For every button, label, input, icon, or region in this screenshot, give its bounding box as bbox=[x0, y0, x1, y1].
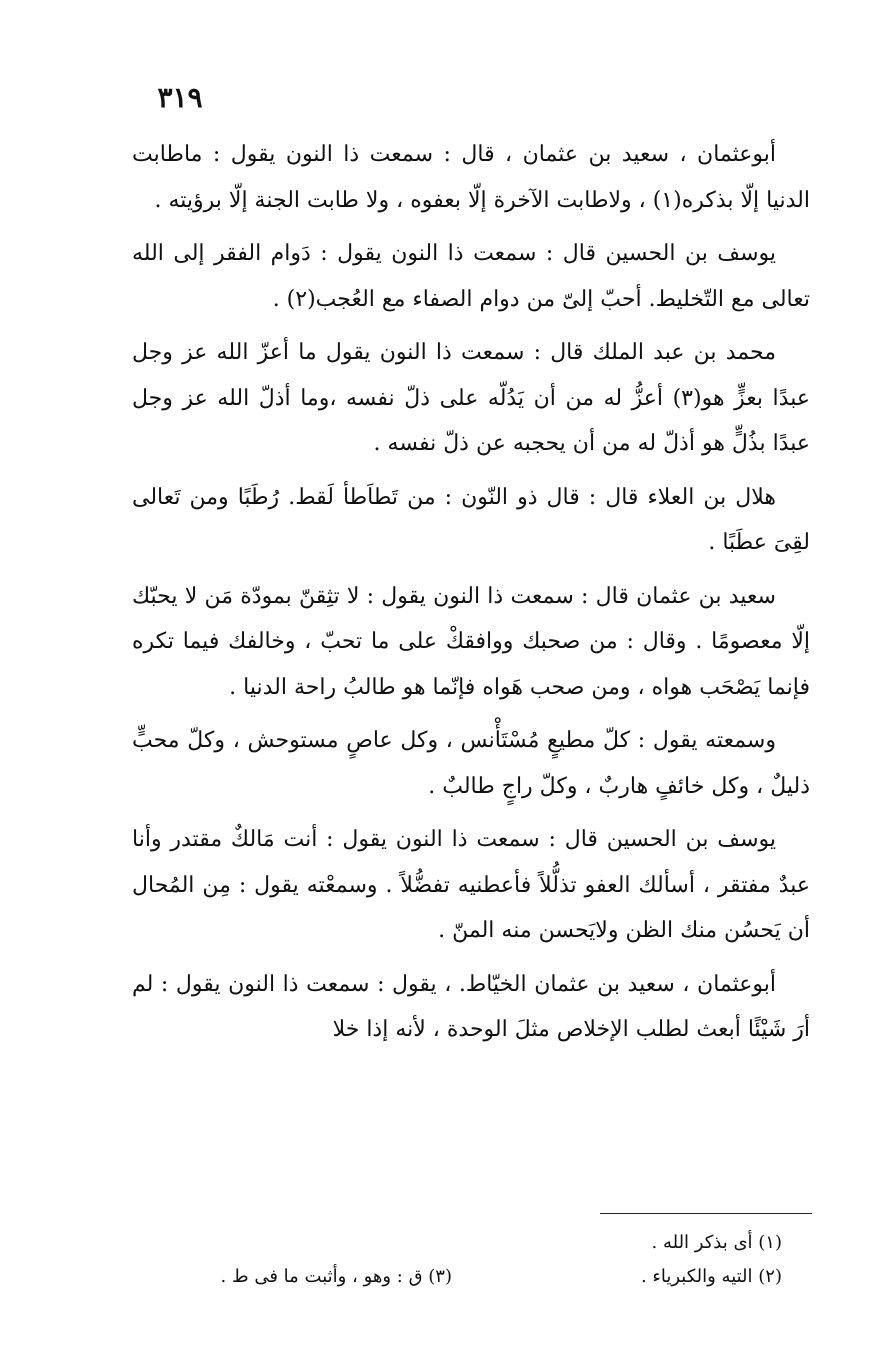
paragraph: يوسف بن الحسين قال : سمعت ذا النون يقول : أنت مَالكٌ مقتدر وأنا عبدٌ مفتقر ، أسألك العفو تذلُّلاً فأعطنيه تفضُّلاً . وسمعْته يقول : مِن المُحال أن يَحسُن منك الظن ولايَحسن منه المنّ . bbox=[132, 827, 810, 943]
footnote-2: (٢) التيه والكبرياء . bbox=[640, 1266, 782, 1287]
paragraph: محمد بن عبد الملك قال : سمعت ذا النون يقول ما أعزّ الله عز وجل عبدًا بعزٍّ هو(٣) أعزُّ له من أن يَدُلّه على ذلّ نفسه ،وما أذلّ الله عز وجل عبدًا بذُلٍّ هو أذلّ له من أن يحجبه عن ذلّ نفسه . bbox=[132, 340, 810, 456]
paragraph: وسمعته يقول : كلّ مطيعٍ مُسْتَأْنس ، وكل عاصٍ مستوحش ، وكلّ محبٍّ ذليلٌ ، وكل خائفٍ هاربٌ ، وكلّ راجٍ طالبٌ . bbox=[132, 728, 810, 799]
footnote-divider bbox=[600, 1213, 812, 1214]
body-text bbox=[132, 132, 810, 1053]
footnotes bbox=[132, 1226, 782, 1294]
paragraph: يوسف بن الحسين قال : سمعت ذا النون يقول : دَوام الفقر إلى الله تعالى مع التّخليط. أحبّ إلىّ من دوام الصفاء مع العُجب(٢) . bbox=[132, 241, 810, 312]
paragraph: أبوعثمان ، سعيد بن عثمان الخيّاط. ، يقول : سمعت ذا النون يقول : لم أرَ شَيْئًا أبعث لطلب الإخلاص مثلَ الوحدة ، لأنه إذا خلا bbox=[132, 971, 810, 1042]
footnote-row bbox=[132, 1260, 782, 1294]
page-number: ٣١٩ bbox=[157, 81, 203, 114]
footnote-row bbox=[132, 1226, 782, 1260]
footnote-3: (٣) ق : وهو ، وأثبت ما فى ط . bbox=[220, 1266, 452, 1287]
footnote-1: (١) أى بذكر الله . bbox=[651, 1232, 782, 1253]
paragraph: سعيد بن عثمان قال : سمعت ذا النون يقول : لا تثِقنّ بمودّة مَن لا يحبّك إلّا معصومًا . وقال : من صحبك ووافقكْ على ما تحبّ ، وخالفك فيما تكره فإنما يَصْحَب هواه ، ومن صحب هَواه فإنّما هو طالبُ راحة الدنيا . bbox=[132, 583, 810, 700]
paragraph: هلال بن العلاء قال : قال ذو النّون : من تَطاَطأ لَقط. رُطَبًا ومن تَعالى لقِىَ عطَبًا . bbox=[132, 484, 810, 555]
paragraph: أبوعثمان ، سعيد بن عثمان ، قال : سمعت ذا النون يقول : ماطابت الدنيا إلّا بذكره(١) ، ولاطابت الآخرة إلّا بعفوه ، ولا طابت الجنة إلّا برؤيته . bbox=[132, 142, 810, 213]
